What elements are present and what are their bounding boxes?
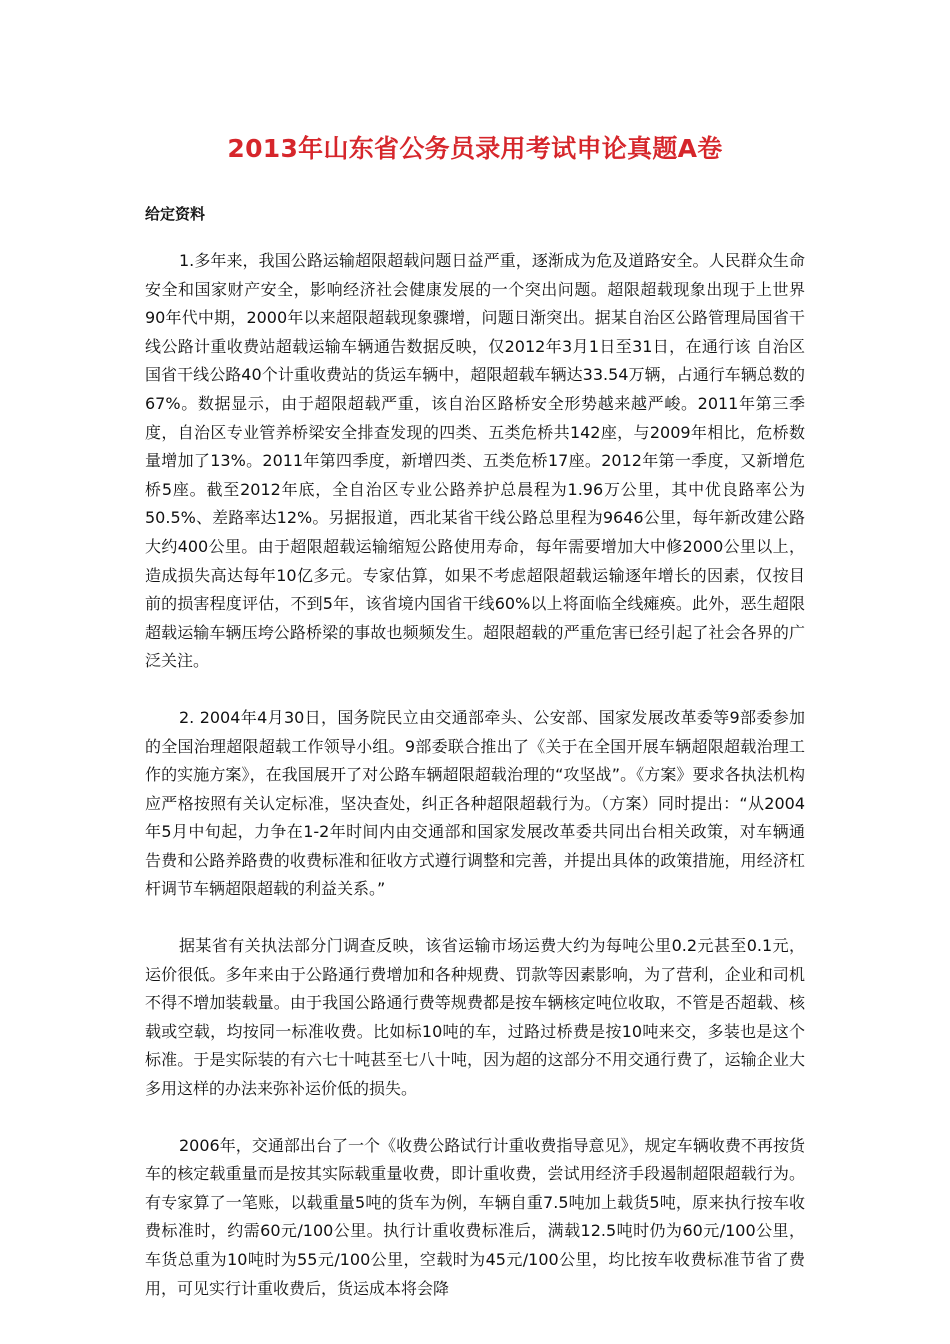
document-title: 2013年山东省公务员录用考试申论真题A卷 (227, 134, 723, 163)
paragraph-3: 据某省有关执法部分门调查反映，该省运输市场运费大约为每吨公里0.2元甚至0.1元，运价很低。多年来由于公路通行费增加和各种规费、罚款等因素影响，为了营利，企业和司机不得不增加装载量。由于我国公路通行费等规费都是按车辆核定吨位收取，不管是否超载、核载或空载，均按同一标准收费。比如标10吨的车，过路过桥费是按10吨来交，多装也是这个标准。于是实际装的有六七十吨甚至七八十吨，因为超的这部分不用交通行费了，运输企业大多用这样的办法来弥补运价低的损失。 (145, 936, 805, 1099)
section-heading: 给定资料 (145, 205, 206, 223)
paragraph-1: 1.多年来，我国公路运输超限超载问题日益严重，逐渐成为危及道路安全。人民群众生命安全和国家财产安全，影响经济社会健康发展的一个突出问题。超限超载现象出现于上世界90年代中期，2000年以来超限超载现象骤增，问题日渐突出。据某自治区公路管理局国省干线公路计重收费站超载运输车辆通告数据反映，仅2012年3月1日至31日，在通行该 自治区国省干线公路40个计重收费站的货运车辆中，超限超载车辆达33.54万辆，占通行车辆总数的67%。数据显示，由于超限超载严重，该自治区路桥安全形势越来越严峻。2011年第三季度，自治区专业管养桥梁安全排查发现的四类、五类危桥共142座，与2009年相比，危桥数量增加了13%。2011年第四季度，新增四类、五类危桥17座。2012年第一季度，又新增危桥5座。截至2012年底，全自治区专业公路养护总晨程为1.96万公里，其中优良路率公为50.5%、差路率达12%。另据报道，西北某省干线公路总里程为9646公里，每年新改建公路大约400公里。由于超限超载运输缩短公路使用寿命，每年需要增加大中修2000公里以上，造成损失高达每年10亿多元。专家估算，如果不考虑超限超载运输逐年增长的因素，仅按目前的损害程度评估，不到5年，该省境内国省干线60%以上将面临全线瘫痪。此外，恶生超限超载运输车辆压垮公路桥梁的事故也频频发生。超限超载的严重危害已经引起了社会各界的广泛关注。 (145, 251, 805, 671)
document-body (145, 247, 805, 1331)
paragraph-4: 2006年，交通部出台了一个《收费公路试行计重收费指导意见》，规定车辆收费不再按货车的核定载重量而是按其实际载重量收费，即计重收费，尝试用经济手段遏制超限超载行为。有专家算了一笔账，以载重量5吨的货车为例，车辆自重7.5吨加上载货5吨，原来执行按车收费标准时，约需60元/100公里。执行计重收费标准后，满载12.5吨时仍为60元/100公里，车货总重为10吨时为55元/100公里，空载时为45元/100公里，均比按车收费标准节省了费用，可见实行计重收费后，货运成本将会降 (145, 1135, 805, 1298)
paragraph-2: 2. 2004年4月30日，国务院民立由交通部牵头、公安部、国家发展改革委等9部委参加的全国治理超限超载工作领导小组。9部委联合推出了《关于在全国开展车辆超限超载治理工作的实施方案》，在我国展开了对公路车辆超限超载治理的“攻坚战”。《方案》要求各执法机构应严格按照有关认定标准，坚决查处，纠正各种超限超载行为。（方案）同时提出：“从2004年5月中旬起，力争在1-2年时间内由交通部和国家发展改革委共同出台相关政策，对车辆通告费和公路养路费的收费标准和征收方式遵行调整和完善，并提出具体的政策措施，用经济杠杆调节车辆超限超载的利益关系。” (145, 707, 805, 899)
